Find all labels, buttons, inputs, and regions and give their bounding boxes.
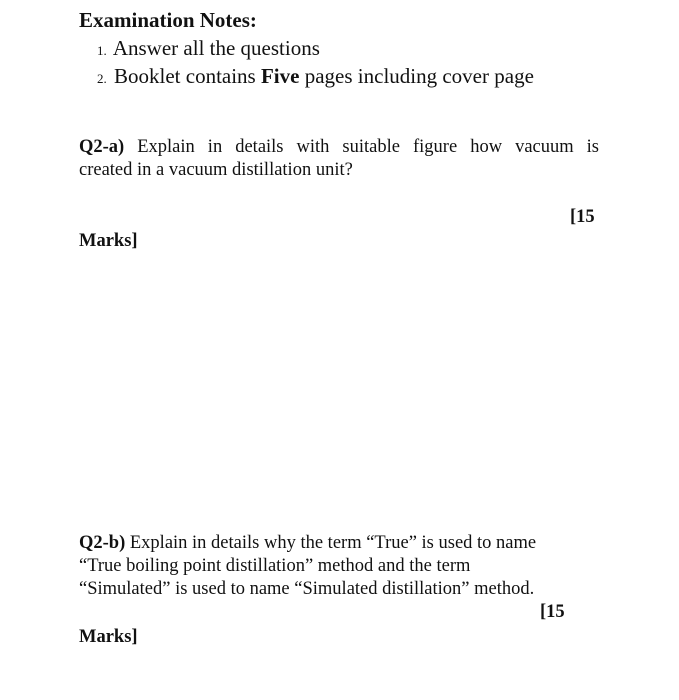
note-text-before: Booklet contains [114,64,261,88]
question-2a-text: Explain in details with suitable figure how vacuum is [124,137,599,157]
note-text-after: pages including cover page [299,64,534,88]
question-2b-line-2: “True boiling point distillation” method and the term [79,556,471,576]
note-item-2 [97,64,534,89]
question-2b-line-1 [79,533,536,554]
note-item-1 [97,36,320,61]
question-2b-line-3: “Simulated” is used to name “Simulated distillation” method. [79,579,535,599]
question-2a-marks: [15 [570,207,595,227]
note-number: 1. [97,43,107,58]
question-2b-marks: [15 [540,602,565,622]
question-2a-marks-word: Marks] [79,231,138,251]
note-text: Answer all the questions [112,36,320,60]
question-2a-line-2: created in a vacuum distillation unit? [79,160,353,180]
question-2b-marks-word: Marks] [79,627,138,647]
question-2a-line-1 [79,137,599,158]
question-2b-text: Explain in details why the term “True” is used to name [125,533,537,553]
note-number: 2. [97,71,107,86]
notes-heading: Examination Notes: [79,8,257,32]
question-2a-label: Q2-a) [79,137,125,157]
note-bold-word: Five [260,64,300,88]
question-2b-label: Q2-b) [79,533,126,553]
